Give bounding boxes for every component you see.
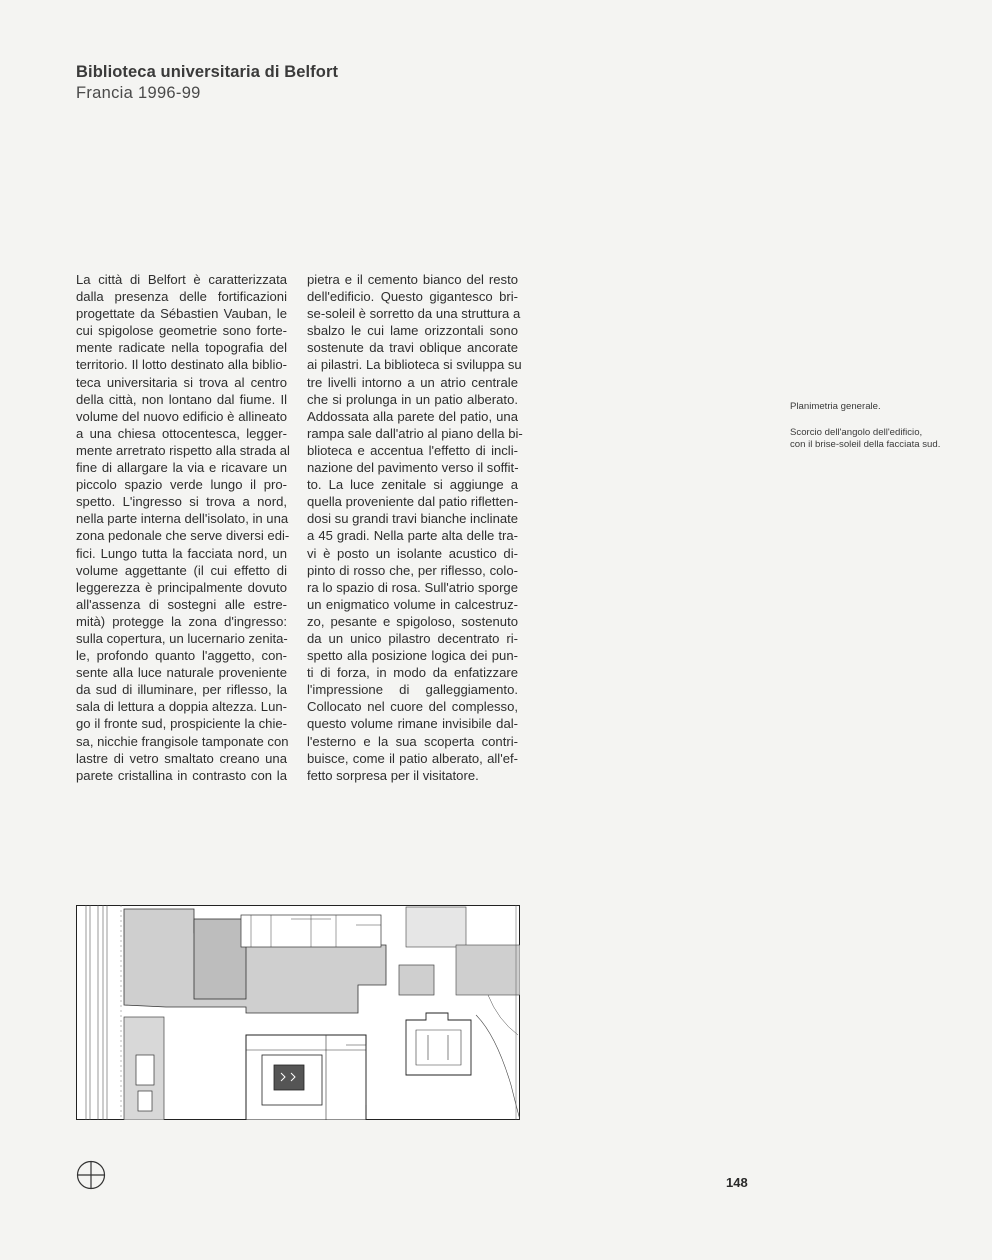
text-line: all'assenza di sostegni alle estre- xyxy=(76,596,287,612)
north-arrow-icon xyxy=(76,1160,106,1190)
text-line: l'impressione di galleggiamento. xyxy=(307,682,518,698)
text-line: mità) protegge la zona d'ingresso: xyxy=(76,613,287,629)
text-line: un enigmatico volume in calcestruz- xyxy=(307,596,518,612)
text-line: zona pedonale che serve diversi edi- xyxy=(76,528,290,544)
captions xyxy=(790,401,960,452)
text-line: go il fronte sud, prospiciente la chie- xyxy=(76,716,287,732)
text-line: dell'edificio. Questo gigantesco bri- xyxy=(307,289,518,305)
text-line: Addossata alla parete del patio, una xyxy=(307,408,518,424)
text-line: nazione del pavimento verso il soffit- xyxy=(307,460,519,476)
text-line: sa, nicchie frangisole tamponate con xyxy=(76,733,289,749)
text-line: della città, non lontano dal fiume. Il xyxy=(76,391,287,407)
text-line: lastre di vetro smaltato creano una xyxy=(76,750,287,766)
text-line: volume aggettante (il cui effetto di xyxy=(76,562,287,578)
text-line: se-soleil è sorretto da una struttura a xyxy=(307,306,521,322)
text-line: ai pilastri. La biblioteca si sviluppa su xyxy=(307,357,522,373)
text-line: zo, pesante e spigoloso, sostenuto xyxy=(307,613,518,629)
text-line: sostenute da travi oblique ancorate xyxy=(307,340,518,356)
text-line: mente radicate nella topografia del xyxy=(76,340,287,356)
text-line: tre livelli intorno a un atrio centrale xyxy=(307,374,518,390)
text-line: teca universitaria si trova al centro xyxy=(76,374,287,390)
text-line: a 45 gradi. Nella parte alta delle tra- xyxy=(307,528,518,544)
text-line: blioteca e accentua l'effetto di incli- xyxy=(307,442,518,458)
text-line: ra lo spazio di rosa. Sull'atrio sporge xyxy=(307,579,518,595)
text-line: sbalzo le cui lame orizzontali sono xyxy=(307,323,518,339)
text-line: sala di lettura a doppia altezza. Lun- xyxy=(76,699,287,715)
text-column-2 xyxy=(307,271,523,784)
text-line: parete cristallina in contrasto con la xyxy=(76,767,287,783)
text-line: La città di Belfort è caratterizzata xyxy=(76,272,287,287)
text-line: fine di allargare la via e ricavare un xyxy=(76,460,287,476)
text-line: territorio. Il lotto destinato alla biblio- xyxy=(76,357,287,373)
text-line: pinto di rosso che, per riflesso, colo- xyxy=(307,562,518,578)
text-line: sente alla luce naturale proveniente xyxy=(76,665,287,681)
text-line: da un unico pilastro decentrato ri- xyxy=(307,630,518,646)
text-line: che si prolunga in un patio alberato. xyxy=(307,391,518,407)
text-line: cui spigolose geometrie sono forte- xyxy=(76,323,287,339)
text-line: le, profondo quanto l'aggetto, con- xyxy=(76,648,287,664)
text-line: piccolo spazio verde lungo il pro- xyxy=(76,477,287,493)
site-plan-drawing xyxy=(76,905,520,1120)
page-number: 148 xyxy=(726,1175,748,1190)
text-line: fetto sorpresa per il visitatore. xyxy=(307,767,479,783)
text-line: buisce, come il patio alberato, all'ef- xyxy=(307,750,518,766)
text-column-1 xyxy=(76,271,290,784)
text-line: vi è posto un isolante acustico di- xyxy=(307,545,518,561)
caption-corner-view-line-2: con il brise-soleil della facciata sud. xyxy=(790,439,941,450)
text-line: mente arretrato rispetto alla strada al xyxy=(76,442,290,458)
text-line: l'esterno e la sua scoperta contri- xyxy=(307,733,518,749)
caption-corner-view-line-1: Scorcio dell'angolo dell'edificio, xyxy=(790,426,923,438)
text-line: dalla presenza delle fortificazioni xyxy=(76,289,287,305)
text-line: a una chiesa ottocentesca, legger- xyxy=(76,425,287,441)
text-line: ti di forza, in modo da enfatizzare xyxy=(307,665,518,681)
text-line: pietra e il cemento bianco del resto xyxy=(307,272,518,287)
text-line: da sud di illuminare, per riflesso, la xyxy=(76,682,287,698)
text-line: spetto alla posizione logica dei pun- xyxy=(307,648,518,664)
text-line: volume del nuovo edificio è allineato xyxy=(76,408,287,424)
text-line: sulla copertura, un lucernario zenita- xyxy=(76,630,288,646)
text-line: rampa sale dall'atrio al piano della bi- xyxy=(307,425,523,441)
text-line: questo volume rimane invisibile dal- xyxy=(307,716,518,732)
text-line: spetto. L'ingresso si trova a nord, xyxy=(76,494,287,510)
caption-site-plan: Planimetria generale. xyxy=(790,401,881,412)
text-line: nella parte interna dell'isolato, in una xyxy=(76,511,289,527)
text-line: quella proveniente dal patio rifletten- xyxy=(307,494,519,510)
text-line: to. La luce zenitale si aggiunge a xyxy=(307,477,518,493)
text-line: progettate da Sébastien Vauban, le xyxy=(76,306,287,322)
page-title: Biblioteca universitaria di Belfort xyxy=(76,63,339,81)
text-line: dosi su grandi travi bianche inclinate xyxy=(307,511,519,527)
text-line: Collocato nel cuore del complesso, xyxy=(307,699,518,715)
text-line: leggerezza è principalmente dovuto xyxy=(76,579,287,595)
page-subtitle: Francia 1996-99 xyxy=(76,84,201,102)
text-line: fici. Lungo tutta la facciata nord, un xyxy=(76,545,287,561)
